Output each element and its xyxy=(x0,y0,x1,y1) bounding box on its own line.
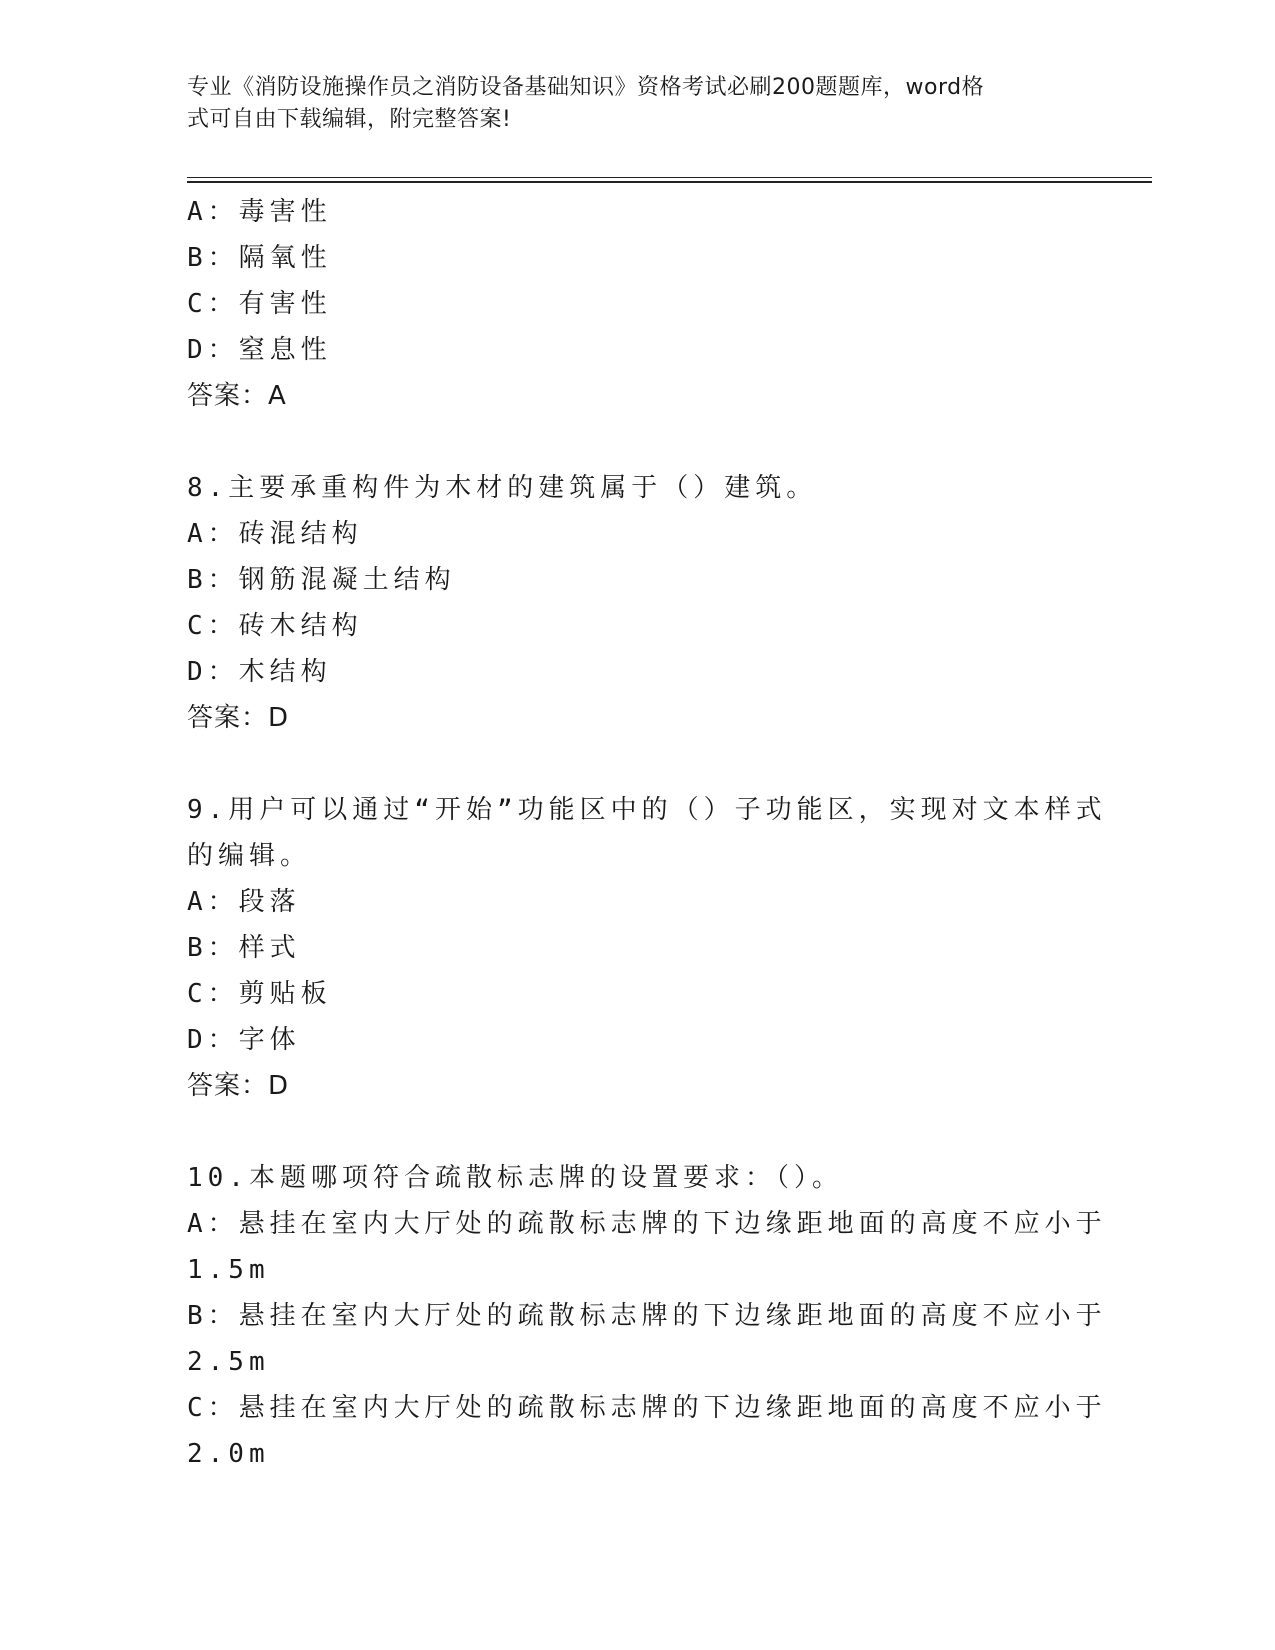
option-b-line-2: 2.5m xyxy=(187,1347,270,1377)
option-b: B：隔氧性 xyxy=(187,243,332,273)
question-stem: 8.主要承重构件为木材的建筑属于（）建筑。 xyxy=(187,473,818,503)
option-c: C：砖木结构 xyxy=(187,611,363,641)
option-a: A：段落 xyxy=(187,887,301,917)
header-line-2: 式可自由下载编辑，附完整答案! xyxy=(187,107,512,132)
header-divider-thick xyxy=(187,181,1152,183)
spacer xyxy=(187,419,1087,465)
option-d: D：窒息性 xyxy=(187,335,332,365)
document-header xyxy=(187,72,1067,136)
option-b: B：样式 xyxy=(187,933,301,963)
answer: 答案：D xyxy=(187,1071,290,1101)
option-c: C：剪贴板 xyxy=(187,979,332,1009)
option-c: C：有害性 xyxy=(187,289,332,319)
question-stem-line-2: 的编辑。 xyxy=(187,841,312,871)
option-b: B：钢筋混凝土结构 xyxy=(187,565,456,595)
option-d: D：字体 xyxy=(187,1025,301,1055)
option-d: D：木结构 xyxy=(187,657,332,687)
option-a-line-2: 1.5m xyxy=(187,1255,270,1285)
question-stem-line-1: 9.用户可以通过“开始”功能区中的（）子功能区，实现对文本样式 xyxy=(187,795,1107,825)
option-a-line-1: A：悬挂在室内大厅处的疏散标志牌的下边缘距地面的高度不应小于 xyxy=(187,1209,1107,1239)
header-divider-thin xyxy=(187,177,1152,178)
question-8 xyxy=(187,465,1087,741)
question-list xyxy=(187,189,1107,1477)
option-a: A：砖混结构 xyxy=(187,519,363,549)
question-9 xyxy=(187,787,1107,1109)
header-line-1: 专业《消防设施操作员之消防设备基础知识》资格考试必刷200题题库，word格 xyxy=(187,75,985,100)
question-10 xyxy=(187,1155,1107,1477)
option-c-line-1: C：悬挂在室内大厅处的疏散标志牌的下边缘距地面的高度不应小于 xyxy=(187,1393,1107,1423)
spacer xyxy=(187,741,1087,787)
question-stem: 10.本题哪项符合疏散标志牌的设置要求：（）。 xyxy=(187,1163,843,1193)
answer: 答案：A xyxy=(187,381,287,411)
option-a: A：毒害性 xyxy=(187,197,332,227)
option-c-line-2: 2.0m xyxy=(187,1439,270,1469)
question-7 xyxy=(187,189,1087,419)
spacer xyxy=(187,1109,1087,1155)
answer: 答案：D xyxy=(187,703,290,733)
option-b-line-1: B：悬挂在室内大厅处的疏散标志牌的下边缘距地面的高度不应小于 xyxy=(187,1301,1107,1331)
